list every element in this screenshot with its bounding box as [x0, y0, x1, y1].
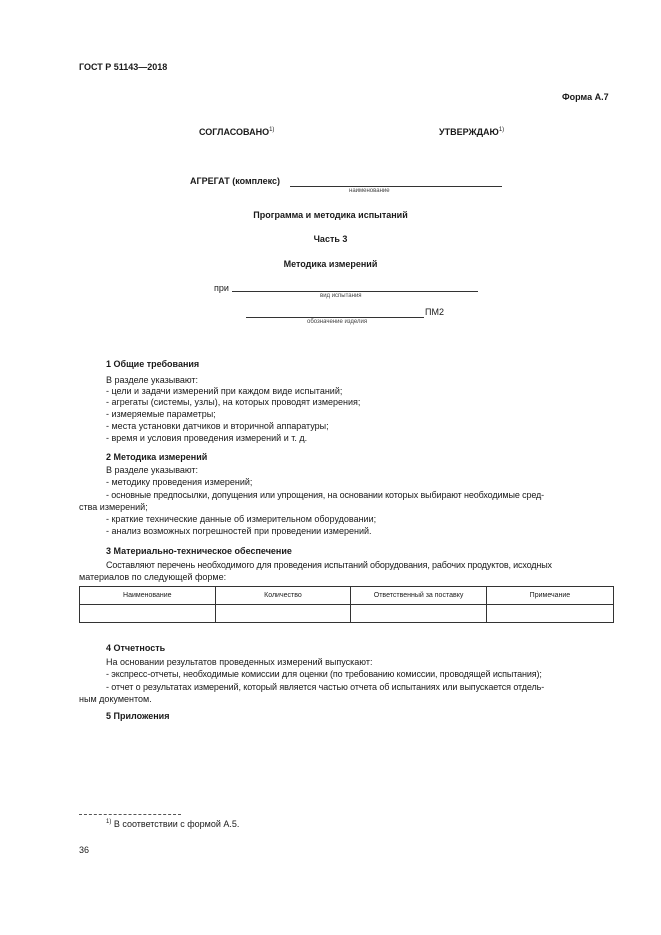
approve-footnote-mark: 1): [498, 127, 505, 133]
section-3-text-line-1: Составляют перечень необходимого для проведения испытаний оборудования, рабочих продуктов, исходных: [106, 560, 552, 570]
list-item-continuation: ства измерений;: [79, 502, 148, 512]
table-header-cell: Наименование: [80, 587, 216, 605]
materials-table: [79, 586, 614, 623]
section-3-heading: 3 Материально-техническое обеспечение: [106, 546, 292, 556]
section-1-heading: 1 Общие требования: [106, 359, 200, 369]
table-header-row: [80, 587, 614, 605]
table-cell: [486, 605, 613, 623]
unit-label: АГРЕГАТ (комплекс): [190, 176, 281, 186]
section-4-intro: На основании результатов проведенных измерений выпускают:: [106, 657, 373, 667]
test-prefix: при: [214, 283, 229, 293]
list-item: - основные предпосылки, допущения или упрощения, на основании которых выбирают необходимые сред-: [106, 490, 545, 500]
list-item: - краткие технические данные об измерительном оборудовании;: [106, 514, 377, 524]
list-item: - измеряемые параметры;: [106, 409, 216, 419]
form-label: Форма А.7: [562, 92, 609, 102]
unit-name-caption: наименование: [349, 188, 390, 194]
footnote: [106, 819, 239, 829]
method-title: Методика измерений: [283, 259, 378, 269]
agreed-label: [199, 127, 274, 137]
page-number: 36: [79, 845, 90, 855]
list-item: - экспресс-отчеты, необходимые комиссии для оценки (по требованию комиссии, проводящей испытания);: [106, 669, 542, 679]
list-item-continuation: ным документом.: [79, 694, 152, 704]
approve-text: УТВЕРЖДАЮ: [439, 127, 499, 137]
list-item: - методику проведения измерений;: [106, 477, 253, 487]
list-item: - цели и задачи измерений при каждом виде испытаний;: [106, 386, 343, 396]
unit-name-line: [290, 186, 502, 187]
product-code-caption: обозначение изделия: [307, 319, 368, 325]
document-id: ГОСТ Р 51143—2018: [79, 62, 168, 72]
program-title: Программа и методика испытаний: [253, 210, 408, 220]
list-item: - анализ возможных погрешностей при проведении измерений.: [106, 526, 372, 536]
table-header-cell: Ответственный за поставку: [351, 587, 487, 605]
list-item: - время и условия проведения измерений и т. д.: [106, 433, 308, 443]
section-4-heading: 4 Отчетность: [106, 643, 166, 653]
footnote-separator: [79, 814, 181, 815]
approve-label: [439, 127, 504, 137]
product-code-line: [246, 317, 424, 318]
table-row: [80, 605, 614, 623]
test-type-caption: вид испытания: [320, 293, 362, 299]
table-header-cell: Количество: [215, 587, 351, 605]
footnote-mark: 1): [106, 819, 112, 825]
list-item: - отчет о результатах измерений, который является частью отчета об испытаниях или выпускается отдель-: [106, 682, 545, 692]
agreed-text: СОГЛАСОВАНО: [199, 127, 270, 137]
section-1-intro: В разделе указывают:: [106, 375, 199, 385]
table-cell: [80, 605, 216, 623]
section-3-text-line-2: материалов по следующей форме:: [79, 572, 227, 582]
part-title: Часть 3: [313, 234, 348, 244]
test-type-line: [232, 291, 478, 292]
list-item: - места установки датчиков и вторичной аппаратуры;: [106, 421, 329, 431]
table-cell: [351, 605, 487, 623]
product-code-suffix: ПМ2: [425, 307, 444, 317]
table-header-cell: Примечание: [486, 587, 613, 605]
section-2-intro: В разделе указывают:: [106, 465, 199, 475]
table-cell: [215, 605, 351, 623]
footnote-text: В соответствии с формой А.5.: [111, 819, 240, 829]
list-item: - агрегаты (системы, узлы), на которых проводят измерения;: [106, 397, 361, 407]
section-2-heading: 2 Методика измерений: [106, 452, 208, 462]
agreed-footnote-mark: 1): [269, 127, 275, 133]
section-5-heading: 5 Приложения: [106, 711, 170, 721]
